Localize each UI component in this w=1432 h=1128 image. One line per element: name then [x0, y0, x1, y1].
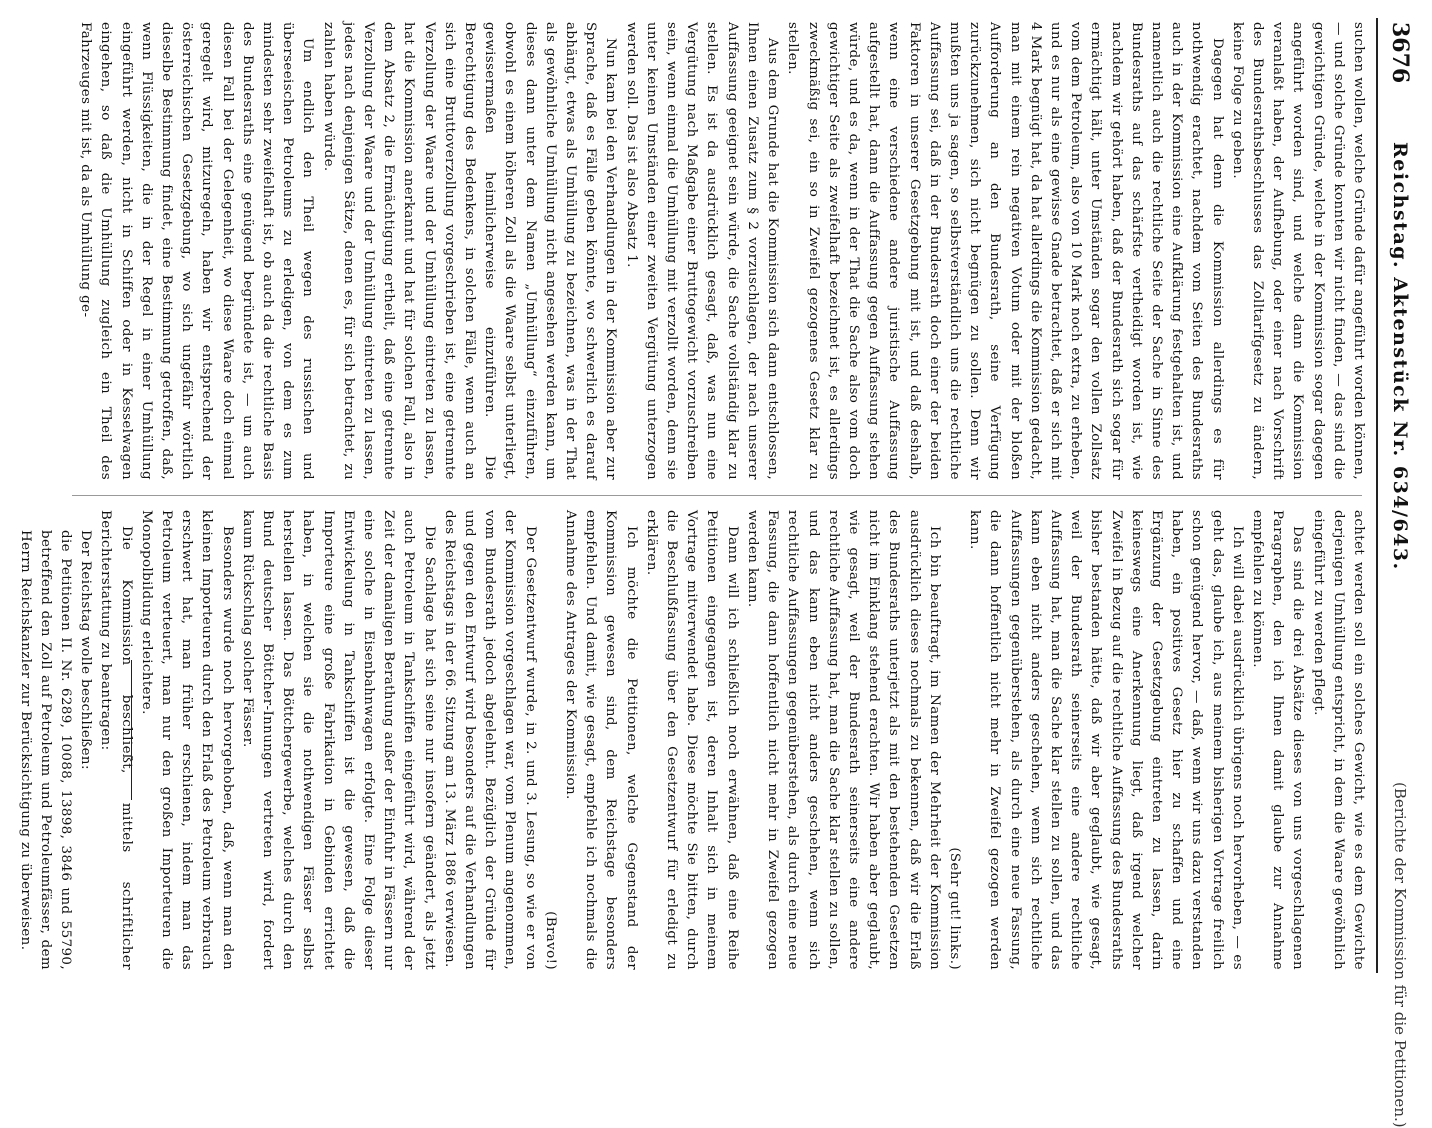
paragraph: Die Sachlage hat sich seine nur insofern geändert, als jetzt auch Petroleum in Tankschiffen eingeführt wird, während der Zeit der damaligen Berathung außer der Einfuhr in Fässern nur eine solche in Eisenbahnwagen erfolgte. Eine Folge dieser Entwickelung in Tankschiffen ist die gewesen, daß die Importeure eine große Fabrikation in Gebinden errichtet haben, in welchen sie die nothwendigen Fässer selbst herstellen lassen. Das Böttchergewerbe, welches durch den Bund deutscher Böttcher-Innungen vertreten wird, fordert kaum Rückschlag solcher Fässer. [239, 510, 437, 970]
paragraph: Ich bin beauftragt, im Namen der Mehrheit der Kommission ausdrücklich dieses nochmals zu bekennen, daß wir die Erlaß des Bundesraths unterjetzt als mit den bestehenden Gesetzen nicht im Einklang stehend erachten. Wir haben aber geglaubt, wie gesagt, weil der Bundesrath seinerseits eine andere rechtliche Auffassung hat, man die Sache klar stellen zu sollen, und das kann eben nicht anders geschehen, wenn sich rechtliche Auffassungen gegenüberstehen, als durch eine neue Fassung, die dann hoffentlich nicht mehr in Zweifel gezogen werden kann. [744, 510, 942, 970]
paragraph: suchen wollen, welche Gründe dafür angeführt worden können, — und solche Gründe konnten wir nicht finden, — das sind die gewichtigen Gründe, welche in der Kommission sogar dagegen angeführt worden sind, und welche dann die Kommission veranlaßt haben, der Aufhebung, oder einer nach Vorschrift des Bundesrathsbeschlusses das Zolltarifgesetz zu ändern, keine Folge zu geben. [1229, 22, 1366, 480]
paragraph: Dann will ich schließlich noch erwähnen, daß eine Reihe Petitionen eingegangen ist, deren Inhalt sich in meinem Vortrage mitverwendet habe. Diese möchte Sie bitten, durch die Beschlußfassung über den Gesetzentwurf für erledigt zu erklären. [643, 510, 740, 970]
text-column-right [17, 510, 1368, 970]
paragraph: Um endlich den Theil wegen des russischen und überseeischen Petroleums zu erledigen, von dem es zum mindesten sehr zweifelhaft ist, ob auch da die rechtliche Basis des Bundesraths eine genügend begründete ist, — um auch diesen Fall bei der Gelegenheit, wo diese Waare doch einmal geregelt wird, mitzuregeln, haben wir entsprechend der österreichischen Gesetzgebung, wo sich ungefähr wörtlich dieselbe Bestimmung findet, eine Bestimmung getroffen, daß, wenn Flüssigkeiten, die in der Regel in einer Umhüllung eingeführt werden, nicht in Schiffen oder in Kesselwagen eingehen, so daß die Umhüllung zugleich ein Theil des Fahrzeuges mit ist, da als Umhüllung ge- [78, 22, 316, 480]
paragraph: Ich möchte die Petitionen, welche Gegenstand der Kommission gewesen sind, dem Reichstage besonders empfehlen. Und damit, wie gesagt, empfehle ich nochmals die Annahme des Antrages der Kommission. [563, 510, 639, 970]
paragraph: Besonders wurde noch hervorgehoben, daß, wenn man den kleinen Importeuren durch den Erlaß des Petroleum verbrauch erschwert hat, man früher erschienen, indem man das Petroleum verteuert, man nur den großen Importeuren die Monopolbildung erleichtere. [138, 510, 235, 970]
paragraph: (Sehr gut! links.) [946, 847, 962, 970]
paragraph: Der Reichstag wolle beschließen: [78, 530, 94, 770]
paragraph: Dagegen hat denn die Kommission allerdings es für nothwendig erachtet, nachdem vom Seiten des Bundesraths auch in der Kommission eine Aufklärung festgehalten ist, und namentlich auch die rechtliche Seite der Sache in Sinne des Bundesraths auf das schärfste vertheidigt worden ist, wie nachdem wir gehört haben, daß der Bundesrath sich sogar für ermächtigt hält, unter Umständen sogar den vollen Zollsatz vom dem Petroleum, also von 10 Mark noch extra, zu erheben, und es nur als eine gewisse Gnade betrachtet, daß er sich mit 4 Mark begnügt hat, da hat allerdings die Kommission gedacht, man mit einem rein negativen Votum oder mit der bloßen Aufforderung an den Bundesrath, seine Verfügung zurückzunehmen, sich nicht begnügen zu sollen. Denn wir mußten uns ja sagen, so selbstverständlich uns die rechtliche Auffassung sei, daß in der Bundesrath doch einer der beiden Faktoren in unserer Gesetzgebung mit ist, und daß deshalb, wenn eine verschiedene andere juristische Auffassung aufgestellt hat, dann die Auffassung gegen Auffassung stehen würde, und es da, wenn in der That die Sache also vom doch gewichtiger Seite als zweifelhaft bezeichnet ist, es allerdings zweckmäßig sei, ein so in Zweifel gezogenes Gesetz klar zu stellen. [785, 22, 1225, 480]
header-rule [1376, 18, 1378, 973]
paragraph: Nun kam bei den Verhandlungen in der Kommission aber zur Sprache, daß es Fälle geben könnte, wo schwerlich es darauf abhängt, etwas als Umhüllung zu bezeichnen, was in der That als gewöhnliche Umhüllung nicht angesehen werden kann, um dieses dann unter dem Namen „Umhüllung“ einzuführen, obwohl es einem höheren Zoll als die Waare selbst unterliegt, gewissermaßen heimlicherweise einzuführen. Die Berechtigung des Bedenkens, in solchen Fälle, wenn auch an sich eine Bruttoverzollung vorgeschrieben ist, eine getrennte Verzollung der Waare und der Umhüllung eintreten zu lassen, hat die Kommission anerkannt und hat für solchen Fall, also in dem Absatz 2, die Ermächtigung ertheilt, daß eine getrennte Verzollung der Waare und der Umhüllung eintreten zu lassen, jedes nach denjenigen Sätze, denen es, für sich betrachtet, zu zahlen haben würde. [320, 22, 619, 480]
paragraph: Der Gesetzentwurf wurde, in 2. und 3. Lesung, so wie er von der Kommission vorgeschlagen war, vom Plenum angenommen, vom Bundesrath jedoch abgelehnt. Bezüglich der Gründe für und gegen den Entwurf wird besonders auf die Verhandlungen des Reichstags in der 66. Sitzung am 13. März 1886 verwiesen. [441, 510, 538, 970]
paragraph: Die Kommission beschließt, mittels schriftlicher Berichterstattung zu beantragen: [98, 510, 134, 970]
page-title: Reichstag. Aktenstück Nr. 634/643. [1389, 142, 1411, 571]
page-number: 3676 [1387, 22, 1413, 84]
text-column-left [68, 22, 1368, 480]
page-header [1382, 22, 1418, 1128]
paragraph: Das sind die drei Absätze dieses von uns vorgeschlagenen Paragraphen, den ich Ihnen damit glaube zur Annahme empfehlen zu können. [1249, 510, 1306, 970]
column-divider [72, 495, 1362, 496]
paragraph: die Petitionen II. Nr. 6289, 10088, 13898, 3846 und 55790, betreffend den Zoll auf Petroleum und Petroleumfässer, dem Herrn Reichskanzler zur Berücksichtigung zu überweisen. [17, 530, 73, 970]
paragraph: (Bravo!) [542, 911, 558, 970]
running-title: (Berichte der Kommission für die Petitionen.) [1391, 782, 1409, 1128]
paragraph: achtet werden soll ein solches Gewicht, wie es dem Gewichte derjenigen Umhüllung entspricht, in dem die Waare gewöhnlich eingeführt zu werden pflegt. [1310, 510, 1366, 970]
paragraph: Aus dem Grunde hat die Kommission sich dann entschlossen, Ihnen einen Zusatz zum § 2 vorzuschlagen, der nach unserer Auffassung geeignet sein würde, die Sache vollständig klar zu stellen. Es ist da ausdrücklich gesagt, daß, was nun eine Vergütung nach Maßgabe einer Bruttogewicht vorzuschreiben sein, wenn einmal die Umhüllung mit verzollt worden, denn sie unter keinen Umständen einer zweiten Vergütung unterzogen werden soll. Das ist also Absatz 1. [623, 22, 781, 480]
paragraph: Ich will dabei ausdrücklich übrigens noch hervorheben, — es geht das, glaube ich, aus meinem bisherigen Vortrage freilich schon genügend hervor, — daß, wenn wir uns dazu verstanden haben, ein positives Gesetz hier zu schaffen und eine Ergänzung der Gesetzgebung eintreten zu lassen, darin keineswegs eine Anerkennung liegt, daß irgend welcher Zweifel in Bezug auf die rechtliche Auffassung des Bundesraths bisher bestanden hätte, daß wir aber geglaubt, wie gesagt, weil der Bundesrath seinerseits eine andere rechtliche Auffassung hat, man die Sache klar stellen zu sollen, und das kann eben nicht anders geschehen, wenn sich rechtliche Auffassungen gegenüberstehen, als durch eine neue Fassung, die dann hoffentlich nicht mehr in Zweifel gezogen werden kann. [967, 510, 1245, 970]
end-rule [131, 660, 132, 800]
